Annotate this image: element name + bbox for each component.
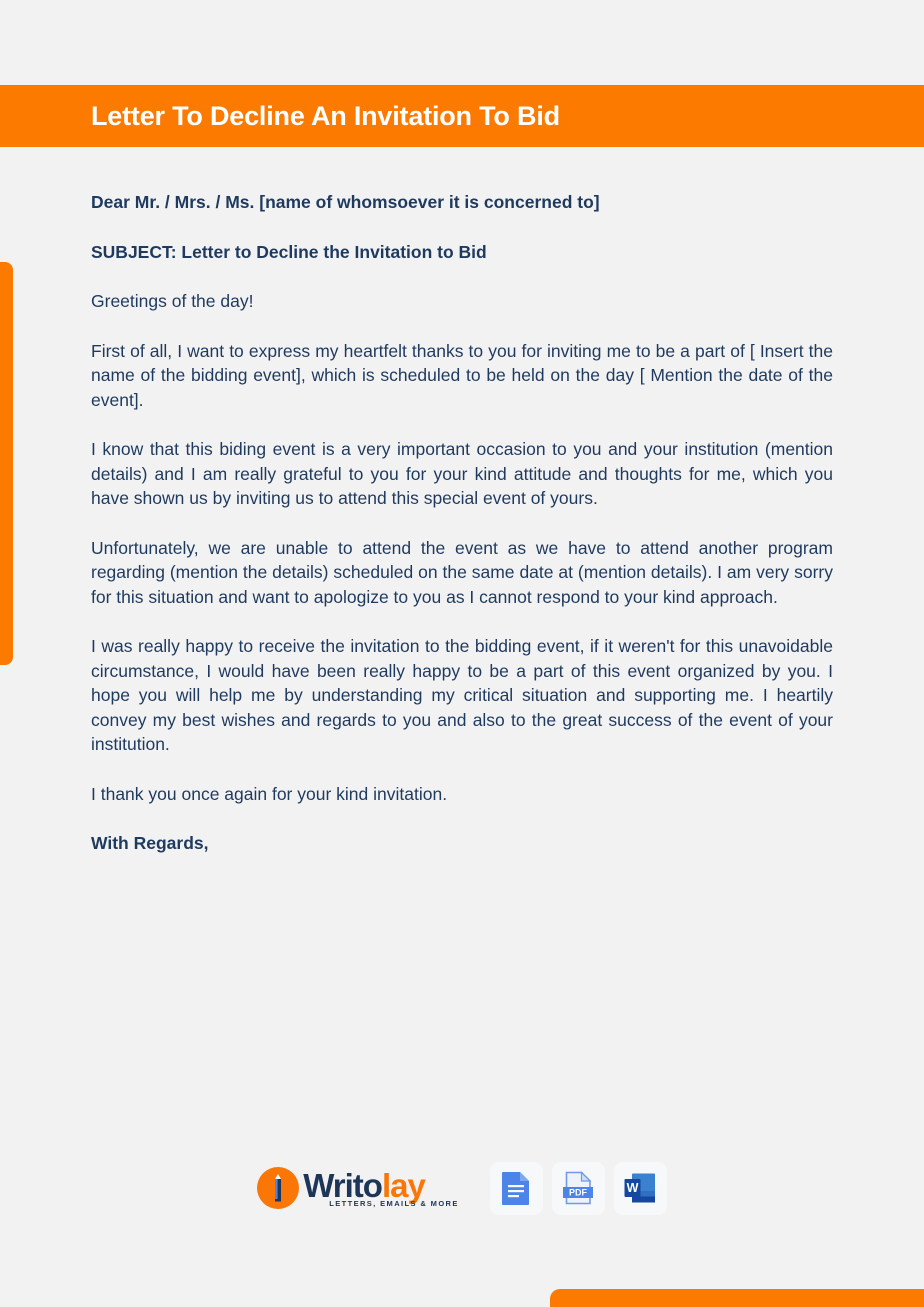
google-docs-icon xyxy=(500,1170,532,1206)
pdf-label: PDF xyxy=(569,1187,588,1198)
download-word-button[interactable] xyxy=(614,1162,667,1215)
body-paragraph-3: Unfortunately, we are unable to attend the event as we have to attend another program regarding (mention the details) scheduled on the same date at (mention details). I am very sorry for this situation and want to apologize to you as I cannot respond to your kind approach. xyxy=(91,537,833,607)
logo-tagline: LETTERS, EMAILS & MORE xyxy=(329,1198,459,1208)
greeting-line: Greetings of the day! xyxy=(91,291,254,311)
writolay-logo[interactable] xyxy=(257,1167,459,1209)
download-google-docs-button[interactable] xyxy=(490,1162,543,1215)
document-header-band xyxy=(0,85,924,147)
bottom-orange-accent-bar xyxy=(550,1289,924,1307)
pen-in-circle-icon xyxy=(257,1167,299,1209)
subject-line: SUBJECT: Letter to Decline the Invitation to Bid xyxy=(91,241,487,262)
body-paragraph-2: I know that this biding event is a very important occasion to you and your institution (mention details) and I am really grateful to you for your kind attitude and thoughts for me, which you have shown us by inviting us to attend this special event of yours. xyxy=(91,439,833,508)
closing-thanks-line: I thank you once again for your kind invitation. xyxy=(91,783,448,804)
left-orange-accent-tab xyxy=(0,262,13,665)
logo-text-primary: Writo xyxy=(303,1166,382,1204)
letter-body xyxy=(91,190,833,856)
download-pdf-button[interactable] xyxy=(552,1162,605,1215)
body-paragraph-1: First of all, I want to express my heartfelt thanks to you for inviting me to be a part of [ Insert the name of the bidding event], which is scheduled to be held on the day [ Mention the date of the event]. xyxy=(91,340,833,410)
sign-off-line: With Regards, xyxy=(91,833,209,853)
logo-text-secondary: lay xyxy=(381,1166,425,1204)
page-title: Letter To Decline An Invitation To Bid xyxy=(91,100,560,131)
word-label: W xyxy=(626,1181,639,1195)
salutation-line: Dear Mr. / Mrs. / Ms. [name of whomsoever it is concerned to] xyxy=(91,192,600,212)
body-paragraph-4: I was really happy to receive the invitation to the bidding event, if it weren't for this unavoidable circumstance, I would have been really happy to be a part of this event organized by you. I hope you will help me by understanding my critical situation and supporting me. I heartily convey my best wishes and regards to you and also to the great success of the event of your institution. xyxy=(91,636,833,754)
microsoft-word-icon xyxy=(623,1171,657,1205)
footer-bar xyxy=(0,1150,924,1226)
pdf-file-icon xyxy=(562,1170,594,1206)
